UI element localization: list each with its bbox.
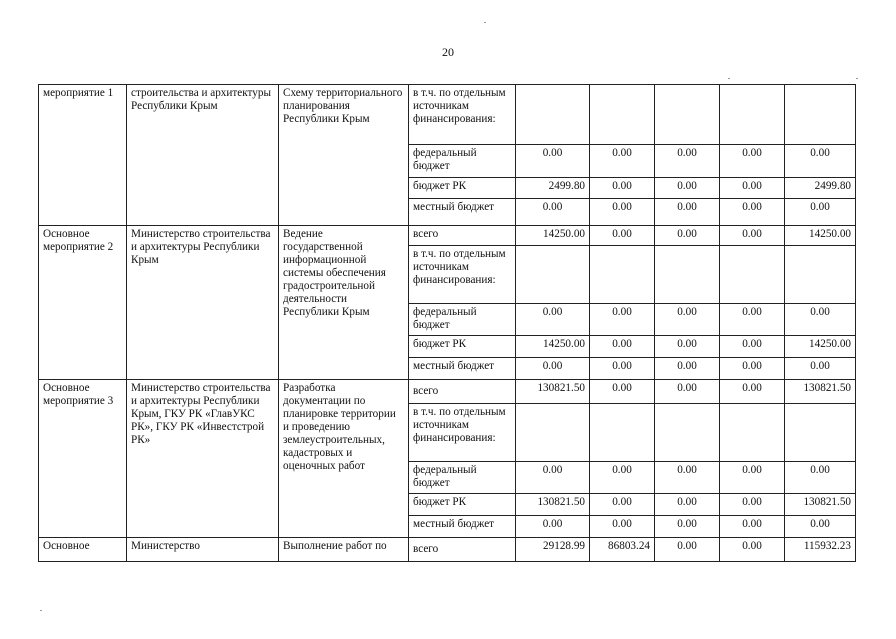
value-cell: 0.00 bbox=[590, 226, 655, 246]
executor-cell: Министерство строительства и архитектуры Республики Крым bbox=[127, 226, 279, 380]
total-cell bbox=[785, 85, 856, 145]
value-cell: 0.00 bbox=[590, 304, 655, 336]
total-cell: 0.00 bbox=[785, 304, 856, 336]
value-cell: 0.00 bbox=[655, 538, 720, 562]
value-cell: 0.00 bbox=[516, 358, 590, 380]
value-cell: 0.00 bbox=[720, 336, 785, 358]
funding-source-cell: местный бюджет bbox=[409, 516, 516, 538]
value-cell: 0.00 bbox=[516, 199, 590, 226]
funding-source-cell: всего bbox=[409, 380, 516, 404]
description-cell: Схему территориального планирования Республики Крым bbox=[279, 85, 409, 226]
executor-cell: строительства и архитектуры Республики Крым bbox=[127, 85, 279, 226]
value-cell: 0.00 bbox=[516, 304, 590, 336]
scan-speck bbox=[856, 78, 858, 79]
value-cell: 0.00 bbox=[590, 145, 655, 178]
funding-source-cell: местный бюджет bbox=[409, 199, 516, 226]
value-cell bbox=[516, 404, 590, 462]
value-cell: 0.00 bbox=[590, 494, 655, 516]
funding-source-cell: федеральный бюджет bbox=[409, 145, 516, 178]
value-cell: 0.00 bbox=[720, 380, 785, 404]
scan-speck bbox=[40, 610, 42, 611]
value-cell: 0.00 bbox=[655, 178, 720, 199]
value-cell: 0.00 bbox=[720, 516, 785, 538]
value-cell: 0.00 bbox=[590, 462, 655, 494]
total-cell: 14250.00 bbox=[785, 336, 856, 358]
value-cell: 0.00 bbox=[516, 145, 590, 178]
value-cell bbox=[590, 404, 655, 462]
value-cell: 0.00 bbox=[720, 538, 785, 562]
total-cell: 0.00 bbox=[785, 145, 856, 178]
value-cell: 0.00 bbox=[590, 358, 655, 380]
value-cell: 0.00 bbox=[590, 380, 655, 404]
event-name-cell: Основное bbox=[39, 538, 127, 562]
event-name-cell: мероприятие 1 bbox=[39, 85, 127, 226]
total-cell: 0.00 bbox=[785, 516, 856, 538]
funding-source-cell: бюджет РК bbox=[409, 336, 516, 358]
value-cell: 0.00 bbox=[720, 199, 785, 226]
total-cell: 14250.00 bbox=[785, 226, 856, 246]
value-cell bbox=[655, 246, 720, 304]
value-cell: 0.00 bbox=[655, 358, 720, 380]
table-row bbox=[39, 85, 856, 145]
total-cell: 0.00 bbox=[785, 358, 856, 380]
event-name-cell: Основное мероприятие 2 bbox=[39, 226, 127, 380]
funding-source-cell: в т.ч. по отдельным источникам финансирования: bbox=[409, 404, 516, 462]
scan-speck bbox=[484, 22, 486, 23]
funding-source-cell: в т.ч. по отдельным источникам финансирования: bbox=[409, 85, 516, 145]
executor-cell: Министерство строительства и архитектуры Республики Крым, ГКУ РК «ГлавУКС РК», ГКУ РК «Инвестстрой РК» bbox=[127, 380, 279, 538]
value-cell: 0.00 bbox=[720, 178, 785, 199]
value-cell: 0.00 bbox=[590, 336, 655, 358]
value-cell bbox=[720, 404, 785, 462]
value-cell: 0.00 bbox=[590, 178, 655, 199]
value-cell bbox=[590, 85, 655, 145]
funding-source-cell: федеральный бюджет bbox=[409, 304, 516, 336]
value-cell bbox=[590, 246, 655, 304]
value-cell: 0.00 bbox=[655, 516, 720, 538]
value-cell: 0.00 bbox=[720, 494, 785, 516]
total-cell: 130821.50 bbox=[785, 380, 856, 404]
value-cell bbox=[516, 85, 590, 145]
value-cell: 29128.99 bbox=[516, 538, 590, 562]
funding-source-cell: бюджет РК bbox=[409, 494, 516, 516]
executor-cell: Министерство bbox=[127, 538, 279, 562]
funding-source-cell: всего bbox=[409, 226, 516, 246]
value-cell: 0.00 bbox=[590, 199, 655, 226]
value-cell: 130821.50 bbox=[516, 494, 590, 516]
scan-speck bbox=[728, 78, 730, 79]
value-cell: 0.00 bbox=[655, 199, 720, 226]
total-cell bbox=[785, 404, 856, 462]
value-cell: 130821.50 bbox=[516, 380, 590, 404]
funding-source-cell: всего bbox=[409, 538, 516, 562]
page-number: 20 bbox=[442, 45, 454, 59]
funding-source-cell: в т.ч. по отдельным источникам финансирования: bbox=[409, 246, 516, 304]
event-name-cell: Основное мероприятие 3 bbox=[39, 380, 127, 538]
value-cell: 86803.24 bbox=[590, 538, 655, 562]
value-cell: 0.00 bbox=[655, 226, 720, 246]
value-cell bbox=[516, 246, 590, 304]
funding-source-cell: бюджет РК bbox=[409, 178, 516, 199]
description-cell: Выполнение работ по bbox=[279, 538, 409, 562]
funding-source-cell: федеральный бюджет bbox=[409, 462, 516, 494]
value-cell bbox=[720, 246, 785, 304]
value-cell: 0.00 bbox=[655, 494, 720, 516]
value-cell: 0.00 bbox=[720, 304, 785, 336]
value-cell: 0.00 bbox=[590, 516, 655, 538]
value-cell: 0.00 bbox=[655, 336, 720, 358]
value-cell: 0.00 bbox=[720, 358, 785, 380]
value-cell bbox=[655, 404, 720, 462]
value-cell: 0.00 bbox=[720, 462, 785, 494]
total-cell: 130821.50 bbox=[785, 494, 856, 516]
total-cell: 2499.80 bbox=[785, 178, 856, 199]
description-cell: Ведение государственной информационной системы обеспечения градостроительной деятельности Республики Крым bbox=[279, 226, 409, 380]
total-cell: 115932.23 bbox=[785, 538, 856, 562]
total-cell: 0.00 bbox=[785, 199, 856, 226]
value-cell: 0.00 bbox=[655, 145, 720, 178]
value-cell: 0.00 bbox=[655, 462, 720, 494]
value-cell: 2499.80 bbox=[516, 178, 590, 199]
value-cell bbox=[655, 85, 720, 145]
value-cell: 14250.00 bbox=[516, 226, 590, 246]
description-cell: Разработка документации по планировке территории и проведению землеустроительных, кадастровых и оценочных работ bbox=[279, 380, 409, 538]
value-cell: 0.00 bbox=[516, 462, 590, 494]
total-cell bbox=[785, 246, 856, 304]
value-cell: 0.00 bbox=[720, 145, 785, 178]
value-cell: 0.00 bbox=[655, 304, 720, 336]
table-row bbox=[39, 538, 856, 562]
total-cell: 0.00 bbox=[785, 462, 856, 494]
value-cell bbox=[720, 85, 785, 145]
funding-source-cell: местный бюджет bbox=[409, 358, 516, 380]
value-cell: 0.00 bbox=[720, 226, 785, 246]
table-row bbox=[39, 380, 856, 404]
value-cell: 0.00 bbox=[516, 516, 590, 538]
value-cell: 0.00 bbox=[655, 380, 720, 404]
budget-table bbox=[38, 84, 856, 562]
table-row bbox=[39, 226, 856, 246]
value-cell: 14250.00 bbox=[516, 336, 590, 358]
